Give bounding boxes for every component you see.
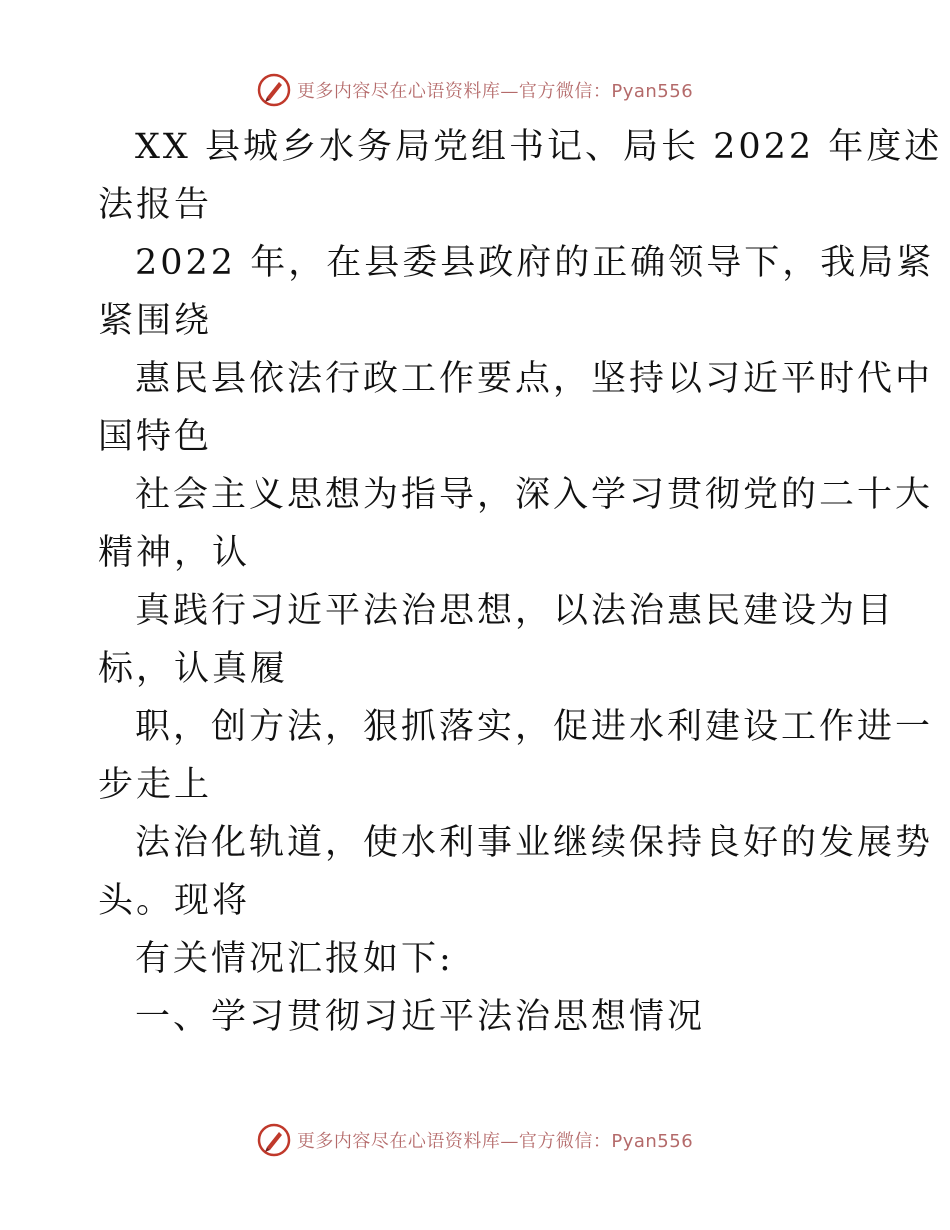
paragraph-line: 国特色: [98, 417, 213, 457]
paragraph-line: 头。现将: [98, 881, 251, 921]
title-line-1: XX 县城乡水务局党组书记、局长 2022 年度述: [135, 127, 943, 167]
paragraph-line: 紧围绕: [98, 301, 213, 341]
paragraph-line: 有关情况汇报如下:: [135, 939, 454, 979]
title-line-2: 法报告: [98, 185, 213, 225]
paragraph-line: 精神，认: [98, 533, 251, 573]
watermark-text: 更多内容尽在心语资料库—官方微信：Pyan556: [296, 1131, 694, 1152]
pen-logo-icon: [257, 73, 291, 107]
watermark-text: 更多内容尽在心语资料库—官方微信：Pyan556: [296, 81, 694, 102]
paragraph-line: 法治化轨道，使水利事业继续保持良好的发展势: [135, 823, 934, 863]
header-watermark-banner: [0, 70, 950, 110]
paragraph-line: 步走上: [98, 765, 213, 805]
paragraph-line: 社会主义思想为指导，深入学习贯彻党的二十大: [135, 475, 934, 515]
paragraph-line: 真践行习近平法治思想，以法治惠民建设为目: [135, 591, 896, 631]
paragraph-line: 惠民县依法行政工作要点，坚持以习近平时代中: [135, 359, 934, 399]
paragraph-line: 2022 年，在县委县政府的正确领导下，我局紧: [135, 243, 935, 283]
paragraph-line: 标，认真履: [98, 649, 289, 689]
pen-logo-icon: [257, 1123, 291, 1157]
document-body: [98, 118, 943, 1046]
footer-watermark-banner: [0, 1120, 950, 1160]
section-heading: 一、学习贯彻习近平法治思想情况: [135, 997, 706, 1037]
paragraph-line: 职，创方法，狠抓落实，促进水利建设工作进一: [135, 707, 934, 747]
